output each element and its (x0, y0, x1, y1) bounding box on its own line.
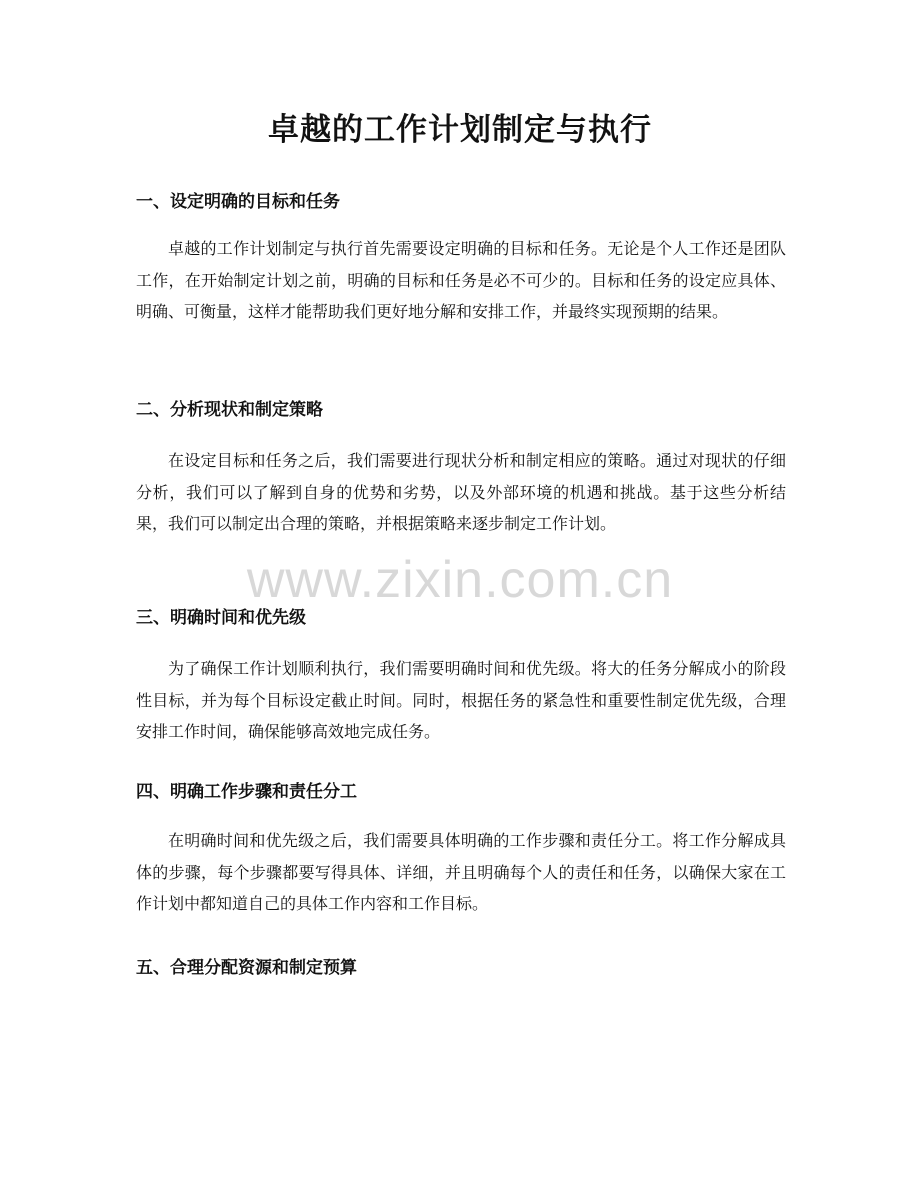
section-body-3: 为了确保工作计划顺利执行，我们需要明确时间和优先级。将大的任务分解成小的阶段性目标，并为每个目标设定截止时间。同时，根据任务的紧急性和重要性制定优先级，合理安排工作时间，确保能够高效地完成任务。 (136, 659, 786, 742)
section-body-2: 在设定目标和任务之后，我们需要进行现状分析和制定相应的策略。通过对现状的仔细分析，我们可以了解到自身的优势和劣势，以及外部环境的机遇和挑战。基于这些分析结果，我们可以制定出合理的策略，并根据策略来逐步制定工作计划。 (136, 451, 786, 534)
section-heading-1: 一、设定明确的目标和任务 (136, 192, 340, 212)
watermark: www.zixin.com.cn (246, 551, 674, 609)
section-heading-4: 四、明确工作步骤和责任分工 (136, 782, 357, 802)
section-heading-3: 三、明确时间和优先级 (136, 608, 306, 628)
section-heading-2: 二、分析现状和制定策略 (136, 400, 323, 420)
section-heading-5: 五、合理分配资源和制定预算 (136, 958, 357, 978)
section-body-4: 在明确时间和优先级之后，我们需要具体明确的工作步骤和责任分工。将工作分解成具体的步骤，每个步骤都要写得具体、详细，并且明确每个人的责任和任务，以确保大家在工作计划中都知道自己的具体工作内容和工作目标。 (136, 831, 786, 914)
document-title: 卓越的工作计划制定与执行 (268, 112, 652, 148)
section-body-1: 卓越的工作计划制定与执行首先需要设定明确的目标和任务。无论是个人工作还是团队工作，在开始制定计划之前，明确的目标和任务是必不可少的。目标和任务的设定应具体、明确、可衡量，这样才能帮助我们更好地分解和安排工作，并最终实现预期的结果。 (136, 239, 786, 322)
